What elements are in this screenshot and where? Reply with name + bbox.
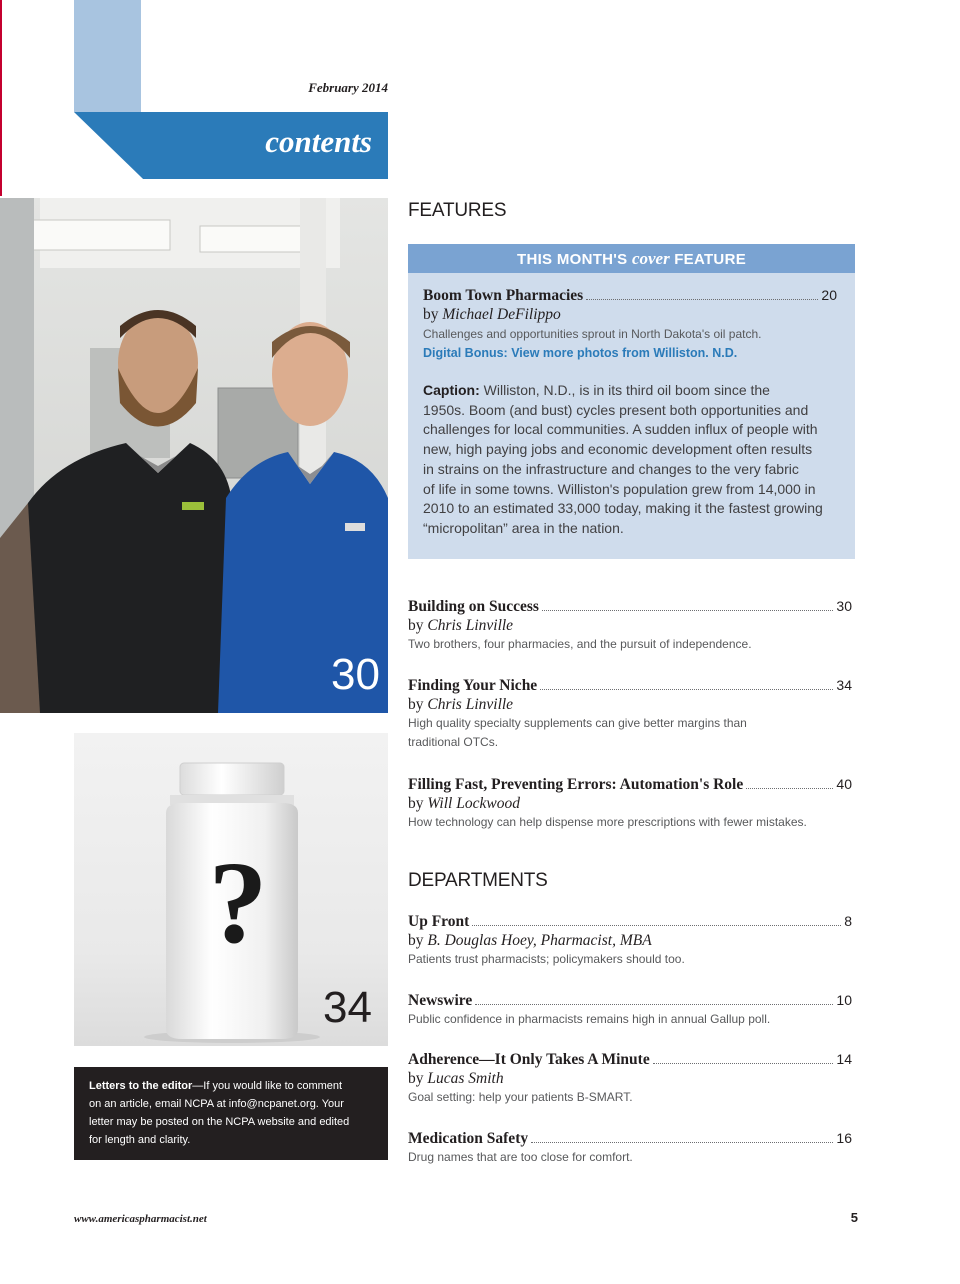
cover-article-entry[interactable] <box>423 287 837 539</box>
article-author: B. Douglas Hoey, Pharmacist, MBA <box>427 932 652 949</box>
leader-dots <box>540 689 833 690</box>
letters-text-2[interactable]: on an article, email NCPA at info@ncpanet.org. Your <box>89 1098 344 1110</box>
letters-text-4: for length and clarity. <box>89 1134 191 1146</box>
article-description: Patients trust pharmacists; policymakers should too. <box>408 952 685 966</box>
article-title[interactable]: Finding Your Niche <box>408 677 538 694</box>
article-author: Michael DeFilippo <box>442 306 561 323</box>
article-title[interactable]: Boom Town Pharmacies <box>423 287 584 304</box>
article-page: 10 <box>836 992 852 1008</box>
article-description: Public confidence in pharmacists remains high in annual Gallup poll. <box>408 1012 771 1026</box>
caption-line: “micropolitan” area in the nation. <box>423 519 624 536</box>
caption-line: of life in some towns. Williston's population grew from 14,000 in <box>423 480 816 497</box>
cover-header-italic: cover <box>631 249 670 268</box>
byline-prefix: by <box>423 306 439 323</box>
question-mark-symbol: ? <box>208 837 268 968</box>
article-author: Lucas Smith <box>427 1070 504 1087</box>
pharmacists-photo-illustration <box>0 198 388 713</box>
byline-prefix: by <box>408 1070 424 1087</box>
leader-dots <box>746 788 833 789</box>
article-title[interactable]: Filling Fast, Preventing Errors: Automation's Role <box>408 776 744 793</box>
article-title[interactable]: Newswire <box>408 992 473 1009</box>
article-description: Two brothers, four pharmacies, and the pursuit of independence. <box>408 637 752 651</box>
caption-line: challenges for local communities. A sudden influx of people with <box>423 421 818 438</box>
article-title[interactable]: Adherence—It Only Takes A Minute <box>408 1051 650 1068</box>
caption-line: 1950s. Boom (and bust) cycles present both opportunities and <box>423 401 809 418</box>
footer-page-number: 5 <box>850 1210 858 1225</box>
byline-prefix: by <box>408 932 424 949</box>
photo-page-ref: 30 <box>331 650 380 699</box>
letters-text-1: —If you would like to comment <box>192 1080 343 1092</box>
issue-date: February 2014 <box>308 80 388 95</box>
department-entry[interactable] <box>408 992 852 1029</box>
cover-feature-header <box>408 244 855 273</box>
leader-dots <box>472 925 841 926</box>
article-page: 16 <box>836 1130 852 1146</box>
department-entry[interactable] <box>408 1051 852 1107</box>
article-description: High quality specialty supplements can give better margins than <box>408 716 747 730</box>
letters-text-3: letter may be posted on the NCPA website and edited <box>89 1116 350 1128</box>
leader-dots <box>531 1142 833 1143</box>
page-title: contents <box>265 124 372 159</box>
department-entry[interactable] <box>408 1130 852 1167</box>
article-description: traditional OTCs. <box>408 735 499 749</box>
feature-entry[interactable] <box>408 677 852 752</box>
caption-line: in strains on the infrastructure and changes to the very fabric <box>423 460 799 477</box>
article-author: Chris Linville <box>427 617 514 634</box>
leader-dots <box>542 610 833 611</box>
article-page: 34 <box>836 677 852 693</box>
department-entry[interactable] <box>408 913 852 969</box>
bottle-page-ref: 34 <box>323 983 372 1032</box>
article-description: Challenges and opportunities sprout in North Dakota's oil patch. <box>423 327 762 341</box>
article-page: 14 <box>836 1051 852 1067</box>
feature-entry[interactable] <box>408 598 852 654</box>
byline-prefix: by <box>408 617 424 634</box>
byline-prefix: by <box>408 696 424 713</box>
caption-line: new, high paying jobs and economic development often results <box>423 441 813 458</box>
caption-line: Williston, N.D., is in its third oil boom since the <box>483 382 770 398</box>
article-page: 8 <box>844 913 852 929</box>
article-description: Goal setting: help your patients B-SMART. <box>408 1090 633 1104</box>
cover-caption <box>423 381 837 539</box>
caption-label: Caption: <box>423 382 480 398</box>
article-page: 40 <box>836 776 852 792</box>
article-title[interactable]: Building on Success <box>408 598 539 615</box>
article-author: Chris Linville <box>427 696 514 713</box>
header-color-tab <box>74 0 141 112</box>
feature-entry[interactable] <box>408 776 852 832</box>
cover-header-post: FEATURE <box>674 251 747 268</box>
footer-url[interactable]: www.americaspharmacist.net <box>74 1213 207 1225</box>
article-title[interactable]: Medication Safety <box>408 1130 529 1147</box>
letters-to-editor-box <box>74 1067 388 1160</box>
article-page: 20 <box>821 287 837 303</box>
leader-dots <box>586 299 818 300</box>
features-heading: FEATURES <box>408 200 507 221</box>
byline-prefix: by <box>408 795 424 812</box>
caption-line: 2010 to an estimated 33,000 today, making it the fastest growing <box>423 500 823 517</box>
article-description: Drug names that are too close for comfort. <box>408 1150 633 1164</box>
article-author: Will Lockwood <box>427 795 520 812</box>
leader-dots <box>475 1004 833 1005</box>
leader-dots <box>653 1063 834 1064</box>
page-edge-rule <box>0 0 2 196</box>
cover-photo[interactable] <box>0 198 388 713</box>
digital-bonus-link[interactable]: Digital Bonus: View more photos from Williston. N.D. <box>423 346 738 360</box>
article-description: How technology can help dispense more prescriptions with fewer mistakes. <box>408 815 807 829</box>
article-title[interactable]: Up Front <box>408 913 470 930</box>
letters-label: Letters to the editor <box>89 1080 193 1092</box>
article-page: 30 <box>836 598 852 614</box>
cover-header-pre: THIS MONTH'S <box>516 251 628 268</box>
departments-heading: DEPARTMENTS <box>408 870 548 891</box>
